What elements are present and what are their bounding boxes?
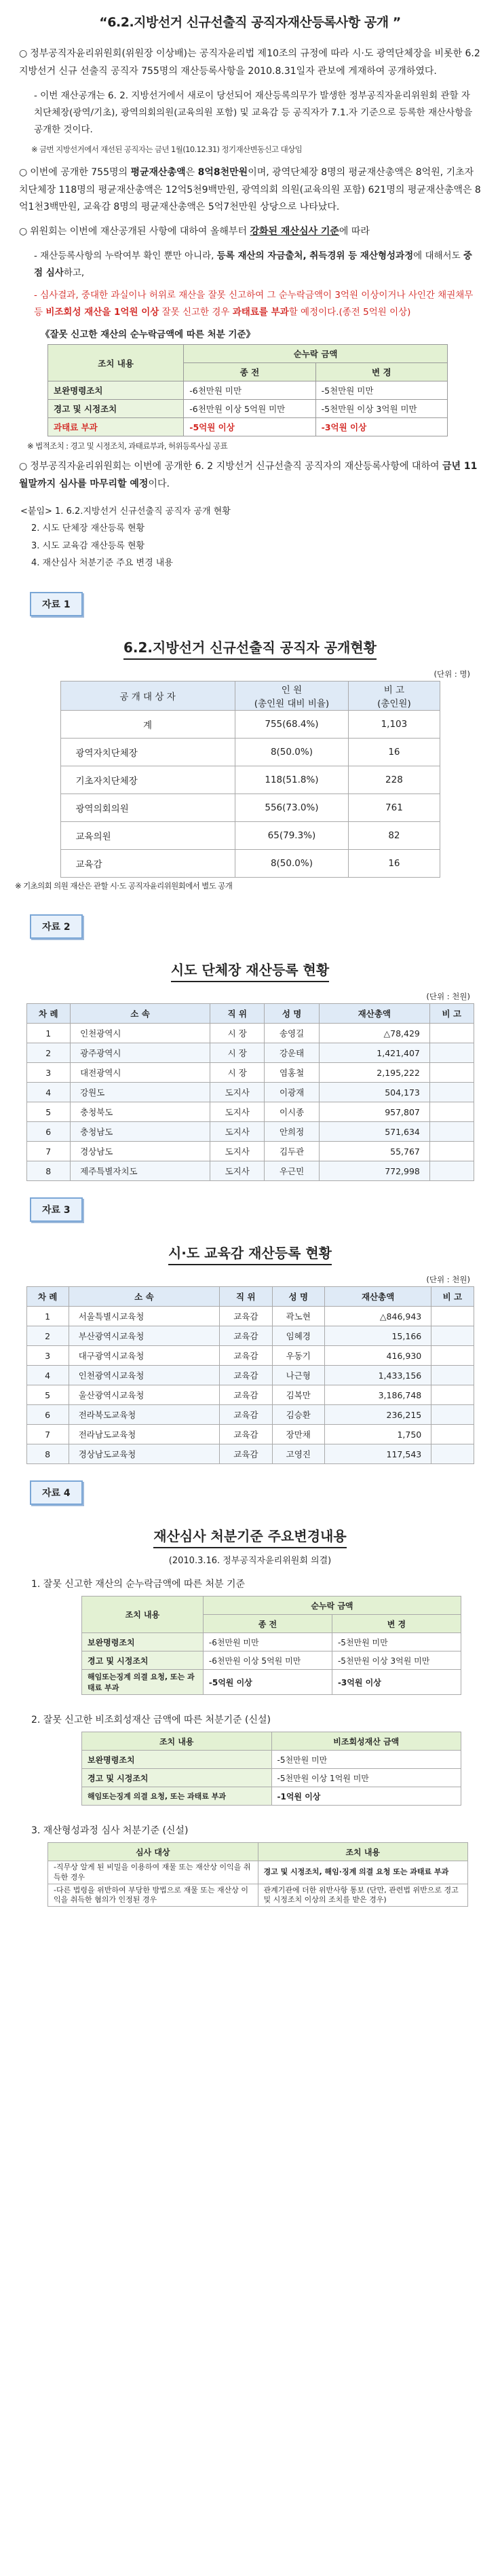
cell: -3억원 이상: [332, 1670, 461, 1695]
unit-label: (단위 : 천원): [426, 1275, 470, 1285]
cell: 15,166: [325, 1326, 431, 1346]
text-run: 금년 11월말까지 심사를 마무리할 예정: [19, 461, 478, 490]
column-header: 재산총액: [319, 1004, 429, 1024]
cell: 교육감: [220, 1326, 272, 1346]
attachment-item: 3. 시도 교육감 재산등록 현황: [31, 540, 145, 551]
cell: 강원도: [71, 1083, 210, 1102]
criteria-note: ※ 법적조치 : 경고 및 시정조치, 과태료부과, 허위등록사실 공표: [27, 441, 228, 451]
cell: 이시종: [265, 1102, 319, 1122]
cell: 교육감: [60, 850, 235, 878]
table-row: [26, 1425, 474, 1444]
cell: 117,543: [325, 1444, 431, 1464]
cell: 3,186,748: [325, 1385, 431, 1405]
text-run: 은: [185, 166, 198, 178]
cell: 교육감: [220, 1405, 272, 1425]
column-header: 심사 대상: [48, 1843, 258, 1861]
table-row: [26, 1083, 474, 1102]
cell: 도지사: [210, 1102, 265, 1122]
cell: 관계기관에 더한 위반사항 통보 (단만, 관련법 위반으로 경고 및 시정조치 이상의 조치를 받은 경우): [258, 1884, 468, 1907]
table-row: [82, 1670, 461, 1695]
review-paragraph: [19, 223, 481, 241]
cell: 충청남도: [71, 1122, 210, 1142]
cell: -직무상 알게 된 비밀을 이용하여 재물 또는 재산상 이익을 취득한 경우: [48, 1861, 258, 1884]
cell: [431, 1307, 474, 1326]
review-detail-2: [34, 287, 476, 321]
cell: 임혜경: [272, 1326, 324, 1346]
cell: 1,433,156: [325, 1366, 431, 1385]
cell: 충청북도: [71, 1102, 210, 1122]
table-row: [26, 1405, 474, 1425]
cell: -5천만원 미만: [332, 1633, 461, 1651]
table-row: [48, 400, 448, 418]
cell: 해임또는징계 의결 요청, 또는 과태료 부과: [82, 1787, 272, 1806]
cell: 1,103: [349, 711, 440, 739]
table-row: [48, 381, 448, 400]
cell: 고영진: [272, 1444, 324, 1464]
table-row: [26, 1366, 474, 1385]
nonquery-criteria-table: [81, 1732, 461, 1806]
cell: 인천광역시: [71, 1024, 210, 1043]
cell: 보완명령조치: [82, 1633, 204, 1651]
column-header: 소 속: [69, 1287, 219, 1307]
cell: 교육감: [220, 1444, 272, 1464]
cell: [431, 1346, 474, 1366]
bullet: ○: [19, 461, 28, 472]
section-title-3: [0, 1242, 500, 1262]
scope-text: 이번 재산공개는 6. 2. 지방선거에서 새로이 당선되어 재산등록의무가 발생한 정부공직자윤리위원회 관할 자치단체장(광역/기초), 광역의회의원(교육의원 포함) 및 교육감 등 공직자가 7.1.자 기준으로 등록한 재산사항을 공개한 것이다.: [34, 90, 473, 135]
cell: 광역의회의원: [60, 794, 235, 822]
cell: 서울특별시교육청: [69, 1307, 219, 1326]
table-row: [60, 822, 440, 850]
cell: 제주특별자치도: [71, 1161, 210, 1181]
section-badge-4: 자료 4: [30, 1480, 83, 1505]
governor-table: [26, 1003, 474, 1181]
table-row: [26, 1161, 474, 1181]
text-run: 이다.: [148, 479, 170, 490]
unit-label: (단위 : 천원): [426, 992, 470, 1002]
cell: -다른 법령을 위반하여 부당한 방법으로 재물 또는 재산상 이익을 취득한 혐의가 인정된 경우: [48, 1884, 258, 1907]
section-title-1: [0, 637, 500, 656]
col-group: 순누락 금액: [184, 345, 448, 363]
cell: 55,767: [319, 1142, 429, 1161]
section-badge-2: 자료 2: [30, 914, 83, 939]
cell: 556(73.0%): [235, 794, 349, 822]
table-row: [60, 766, 440, 794]
text-run: 심사결과, 중대한 과실이나 허위로 재산을 잘못 신고하여 그 순누락금액이 3억원 이상이거나 사인간 채권채무 등: [34, 290, 474, 318]
cell: [429, 1083, 474, 1102]
schedule-paragraph: [19, 458, 481, 493]
table-row: [48, 418, 448, 436]
cell: 인천광역시교육청: [69, 1366, 219, 1385]
cell: 시 장: [210, 1024, 265, 1043]
section-badge-3: 자료 3: [30, 1197, 83, 1222]
text-run: 하고,: [63, 267, 85, 279]
cell: 교육감: [220, 1366, 272, 1385]
cell: 광주광역시: [71, 1043, 210, 1063]
cell: 82: [349, 822, 440, 850]
text-run: 재산등록사항의 누락여부 확인 뿐만 아니라,: [40, 250, 217, 262]
criteria-caption: 《잘못 신고한 재산의 순누락금액에 따른 처분 기준》: [41, 329, 256, 341]
bullet: ○: [19, 48, 28, 59]
criteria-table: [47, 344, 448, 436]
cell: 504,173: [319, 1083, 429, 1102]
cell: 보완명령조치: [48, 381, 184, 400]
cell: -5천만원 미만: [315, 381, 447, 400]
cell: 65(79.3%): [235, 822, 349, 850]
cell: 6: [26, 1122, 71, 1142]
cell: -6천만원 이상 5억원 미만: [184, 400, 315, 418]
cell: 8(50.0%): [235, 850, 349, 878]
cell: 강운태: [265, 1043, 319, 1063]
column-header: 변 경: [332, 1615, 461, 1633]
section-title-2: [0, 959, 500, 979]
title-text: 시·도 교육감 재산등록 현황: [168, 1245, 332, 1265]
cell: 전라남도교육청: [69, 1425, 219, 1444]
cell: 교육감: [220, 1425, 272, 1444]
cell: -3억원 이상: [315, 418, 447, 436]
cell: 시 장: [210, 1063, 265, 1083]
superintendent-table: [26, 1286, 474, 1464]
cell: 1: [26, 1024, 71, 1043]
cell: 우근민: [265, 1161, 319, 1181]
attachment-item: 2. 시도 단체장 재산등록 현황: [31, 523, 145, 534]
column-header: 직 위: [210, 1004, 265, 1024]
column-header: 비 고: [431, 1287, 474, 1307]
cell: -5천만원 미만: [271, 1751, 461, 1769]
cell: 8(50.0%): [235, 739, 349, 766]
cell: 전라북도교육청: [69, 1405, 219, 1425]
table-row: [26, 1385, 474, 1405]
scope-paragraph: [34, 88, 476, 138]
table-row: [60, 850, 440, 878]
column-header: 차 례: [26, 1287, 69, 1307]
cell: 대구광역시교육청: [69, 1346, 219, 1366]
cell: 755(68.4%): [235, 711, 349, 739]
table-row: [26, 1346, 474, 1366]
cell: 교육의원: [60, 822, 235, 850]
cell: 2,195,222: [319, 1063, 429, 1083]
header-text: (총인원 대비 비율): [254, 698, 330, 710]
formation-criteria-table: [47, 1842, 468, 1907]
text-run: 이며, 광역단체장 8명의 평균재산총액은 8억원, 기초자치단체장 118명의 평균재산총액은 12억5천9백만원, 광역의회 의원(교육의원 포함) 621명의 평균재산총액은 8억1천3백만원, 교육감 8명의 평균재산총액은 5억7천만원 상당으로 나타났다.: [19, 166, 481, 213]
cell: 보완명령조치: [82, 1751, 272, 1769]
cell: 장만채: [272, 1425, 324, 1444]
bullet: ○: [19, 166, 28, 178]
column-header: 종 전: [203, 1615, 332, 1633]
column-header: 성 명: [272, 1287, 324, 1307]
header-text: 인 원: [281, 685, 303, 696]
unit-label: (단위 : 명): [434, 669, 470, 679]
cell: 경고 및 시정조치, 해임·징계 의결 요청 또는 과태료 부과: [258, 1861, 468, 1884]
text-run: 등록 재산의 자금출처, 취득경위 등 재산형성과정: [216, 250, 414, 262]
cell: -6천만원 미만: [184, 381, 315, 400]
title-text: 재산심사 처분기준 주요변경내용: [153, 1528, 346, 1548]
text-run: 잘못 신고한 경우: [159, 307, 233, 318]
cell: 경고 및 시정조치: [82, 1769, 272, 1787]
column-header: 조치 내용: [258, 1843, 468, 1861]
table-row: [26, 1102, 474, 1122]
column-header: 조치 내용: [82, 1597, 204, 1633]
review-detail-1: [34, 248, 476, 282]
cell: [429, 1122, 474, 1142]
cell: 경고 및 시정조치: [48, 400, 184, 418]
cell: 광역자치단체장: [60, 739, 235, 766]
cell: 경상남도: [71, 1142, 210, 1161]
column-header: 직 위: [220, 1287, 272, 1307]
title-text: 6.2.지방선거 신규선출직 공직자 공개현황: [123, 639, 377, 660]
attachment-item: 4. 재산심사 처분기준 주요 변경 내용: [31, 557, 173, 568]
table-row: [82, 1633, 461, 1651]
cell: 118(51.8%): [235, 766, 349, 794]
text-run: 할 예정이다.(종전 5억원 이상): [288, 307, 411, 318]
table-row: [60, 794, 440, 822]
cell: 대전광역시: [71, 1063, 210, 1083]
bullet: -: [34, 250, 37, 262]
cell: 957,807: [319, 1102, 429, 1122]
table-row: [26, 1122, 474, 1142]
cell: 우동기: [272, 1346, 324, 1366]
cell: 나근형: [272, 1366, 324, 1385]
cell: 772,998: [319, 1161, 429, 1181]
cell: -5천만원 이상 1억원 미만: [271, 1769, 461, 1787]
text-run: 8억8천만원: [197, 166, 248, 178]
text-run: 위원회는 이번에 재산공개된 사항에 대하여 올해부터: [30, 226, 250, 238]
cell: 1,750: [325, 1425, 431, 1444]
cell: 228: [349, 766, 440, 794]
bullet: -: [34, 290, 37, 301]
cell: 571,634: [319, 1122, 429, 1142]
cell: 교육감: [220, 1307, 272, 1326]
table-row: [82, 1787, 461, 1806]
text-run: 에 따라: [339, 226, 370, 238]
scope-note: ※ 금번 지방선거에서 재선된 공직자는 금년 1월(10.12.31) 정기재산변동신고 대상임: [31, 144, 303, 154]
table-row: [26, 1063, 474, 1083]
cell: 계: [60, 711, 235, 739]
col-count: [235, 682, 349, 711]
disclosure-table: [60, 681, 440, 878]
bullet: ○: [19, 226, 28, 238]
cell: -6천만원 미만: [203, 1633, 332, 1651]
column-header: 비 고: [429, 1004, 474, 1024]
attachment-head: <붙임> 1. 6.2.지방선거 신규선출직 공직자 공개 현황: [20, 506, 231, 517]
text-run: 과태료를 부과: [232, 307, 289, 318]
column-header: 순누락 금액: [203, 1597, 461, 1615]
cell: 기초자치단체장: [60, 766, 235, 794]
cell: 4: [26, 1083, 71, 1102]
cell: -5천만원 이상 3억원 미만: [332, 1651, 461, 1670]
header-text: 비 고: [383, 685, 405, 696]
table-row: [60, 739, 440, 766]
cell: 16: [349, 739, 440, 766]
table-row: [82, 1769, 461, 1787]
column-header: 조치 내용: [82, 1732, 272, 1751]
cell: 김복만: [272, 1385, 324, 1405]
cell: 2: [26, 1326, 69, 1346]
cell: -5억원 이상: [203, 1670, 332, 1695]
column-header: 차 례: [26, 1004, 71, 1024]
text-run: 비조회성 재산을 1억원 이상: [45, 307, 159, 318]
table-row: [26, 1142, 474, 1161]
cell: 교육감: [220, 1346, 272, 1366]
omission-criteria-table: [81, 1596, 461, 1695]
cell: 도지사: [210, 1122, 265, 1142]
text-run: 정부공직자윤리위원회는 이번에 공개한 6. 2 지방선거 신규선출직 공직자의 재산등록사항에 대하여: [30, 461, 442, 472]
cell: [431, 1405, 474, 1425]
table-row: [26, 1307, 474, 1326]
table-row: [48, 1884, 468, 1907]
cell: 도지사: [210, 1161, 265, 1181]
cell: 4: [26, 1366, 69, 1385]
col-kind: 조치 내용: [48, 345, 184, 381]
table-row: [48, 1861, 468, 1884]
cell: 경고 및 시정조치: [82, 1651, 204, 1670]
column-header: 비조회성재산 금액: [271, 1732, 461, 1751]
intro-paragraph: [19, 45, 481, 81]
cell: 과태료 부과: [48, 418, 184, 436]
criteria-heading-2: 2. 잘못 신고한 비조회성재산 금액에 따른 처분기준 (신설): [31, 1715, 271, 1726]
cell: 염홍철: [265, 1063, 319, 1083]
cell: 도지사: [210, 1142, 265, 1161]
text-run: 에 대해서도: [413, 250, 463, 262]
cell: 시 장: [210, 1043, 265, 1063]
cell: △846,943: [325, 1307, 431, 1326]
cell: 3: [26, 1346, 69, 1366]
average-paragraph: [19, 164, 481, 217]
intro-text: 정부공직자윤리위원회(위원장 이상배)는 공직자윤리법 제10조의 규정에 따라 시·도 광역단체장을 비롯한 6.2 지방선거 신규 선출직 공직자 755명의 재산등록사항을 2010.8.31일자 관보에 게재하여 공개하였다.: [19, 48, 480, 77]
cell: 교육감: [220, 1385, 272, 1405]
column-header: 성 명: [265, 1004, 319, 1024]
bullet: -: [34, 90, 37, 101]
table-row: [26, 1024, 474, 1043]
column-header: 재산총액: [325, 1287, 431, 1307]
cell: 8: [26, 1161, 71, 1181]
cell: 8: [26, 1444, 69, 1464]
cell: [429, 1024, 474, 1043]
attachment-list: [20, 503, 500, 572]
title-text: 시도 단체장 재산등록 현황: [171, 962, 329, 982]
cell: 송영길: [265, 1024, 319, 1043]
cell: 김승환: [272, 1405, 324, 1425]
cell: 곽노현: [272, 1307, 324, 1326]
cell: [429, 1161, 474, 1181]
cell: 236,215: [325, 1405, 431, 1425]
text-run: 강화된 재산심사 기준: [250, 226, 339, 238]
cell: -1억원 이상: [271, 1787, 461, 1806]
cell: 울산광역시교육청: [69, 1385, 219, 1405]
text-run: 평균재산총액: [130, 166, 186, 178]
cell: [429, 1063, 474, 1083]
cell: 5: [26, 1102, 71, 1122]
text-run: 중점 심사: [34, 250, 472, 279]
col-target: 공 개 대 상 자: [60, 682, 235, 711]
criteria-heading-1: 1. 잘못 신고한 재산의 순누락금액에 따른 처분 기준: [31, 1579, 245, 1590]
col-note: [349, 682, 440, 711]
cell: 1: [26, 1307, 69, 1326]
table-row: [60, 711, 440, 739]
cell: [429, 1043, 474, 1063]
cell: [429, 1102, 474, 1122]
cell: [431, 1385, 474, 1405]
cell: [431, 1425, 474, 1444]
section-badge-1: 자료 1: [30, 592, 83, 616]
table-row: [26, 1043, 474, 1063]
cell: 도지사: [210, 1083, 265, 1102]
cell: 6: [26, 1405, 69, 1425]
cell: 안희정: [265, 1122, 319, 1142]
table-row: [82, 1751, 461, 1769]
cell: 부산광역시교육청: [69, 1326, 219, 1346]
text-run: 이번에 공개한 755명의: [30, 166, 131, 178]
cell: -6천만원 이상 5억원 미만: [203, 1651, 332, 1670]
section-title-4: [0, 1525, 500, 1545]
page-title: “6.2.지방선거 신규선출직 공직자재산등록사항 공개 ”: [99, 15, 401, 30]
cell: [429, 1142, 474, 1161]
cell: 16: [349, 850, 440, 878]
cell: 7: [26, 1425, 69, 1444]
cell: -5억원 이상: [184, 418, 315, 436]
table-row: [26, 1444, 474, 1464]
table-row: [26, 1326, 474, 1346]
cell: [431, 1444, 474, 1464]
cell: 이광재: [265, 1083, 319, 1102]
cell: 김두관: [265, 1142, 319, 1161]
cell: 7: [26, 1142, 71, 1161]
criteria-heading-3: 3. 재산형성과정 심사 처분기준 (신설): [31, 1825, 189, 1837]
cell: 3: [26, 1063, 71, 1083]
header-text: (총인원): [377, 698, 411, 710]
table-row: [82, 1651, 461, 1670]
col-new: 변 경: [315, 363, 447, 381]
cell: 416,930: [325, 1346, 431, 1366]
cell: 2: [26, 1043, 71, 1063]
cell: -5천만원 이상 3억원 미만: [315, 400, 447, 418]
cell: [431, 1326, 474, 1346]
decision-basis: (2010.3.16. 정부공직자윤리위원회 의결): [168, 1556, 332, 1567]
cell: 경상남도교육청: [69, 1444, 219, 1464]
column-header: 소 속: [71, 1004, 210, 1024]
cell: 5: [26, 1385, 69, 1405]
disclosure-note: ※ 기초의회 의원 재산은 관할 시·도 공직자윤리위원회에서 별도 공개: [15, 881, 233, 891]
cell: 761: [349, 794, 440, 822]
cell: △78,429: [319, 1024, 429, 1043]
cell: [431, 1366, 474, 1385]
col-old: 종 전: [184, 363, 315, 381]
cell: 해임또는징계 의결 요청, 또는 과태료 부과: [82, 1670, 204, 1695]
cell: 1,421,407: [319, 1043, 429, 1063]
